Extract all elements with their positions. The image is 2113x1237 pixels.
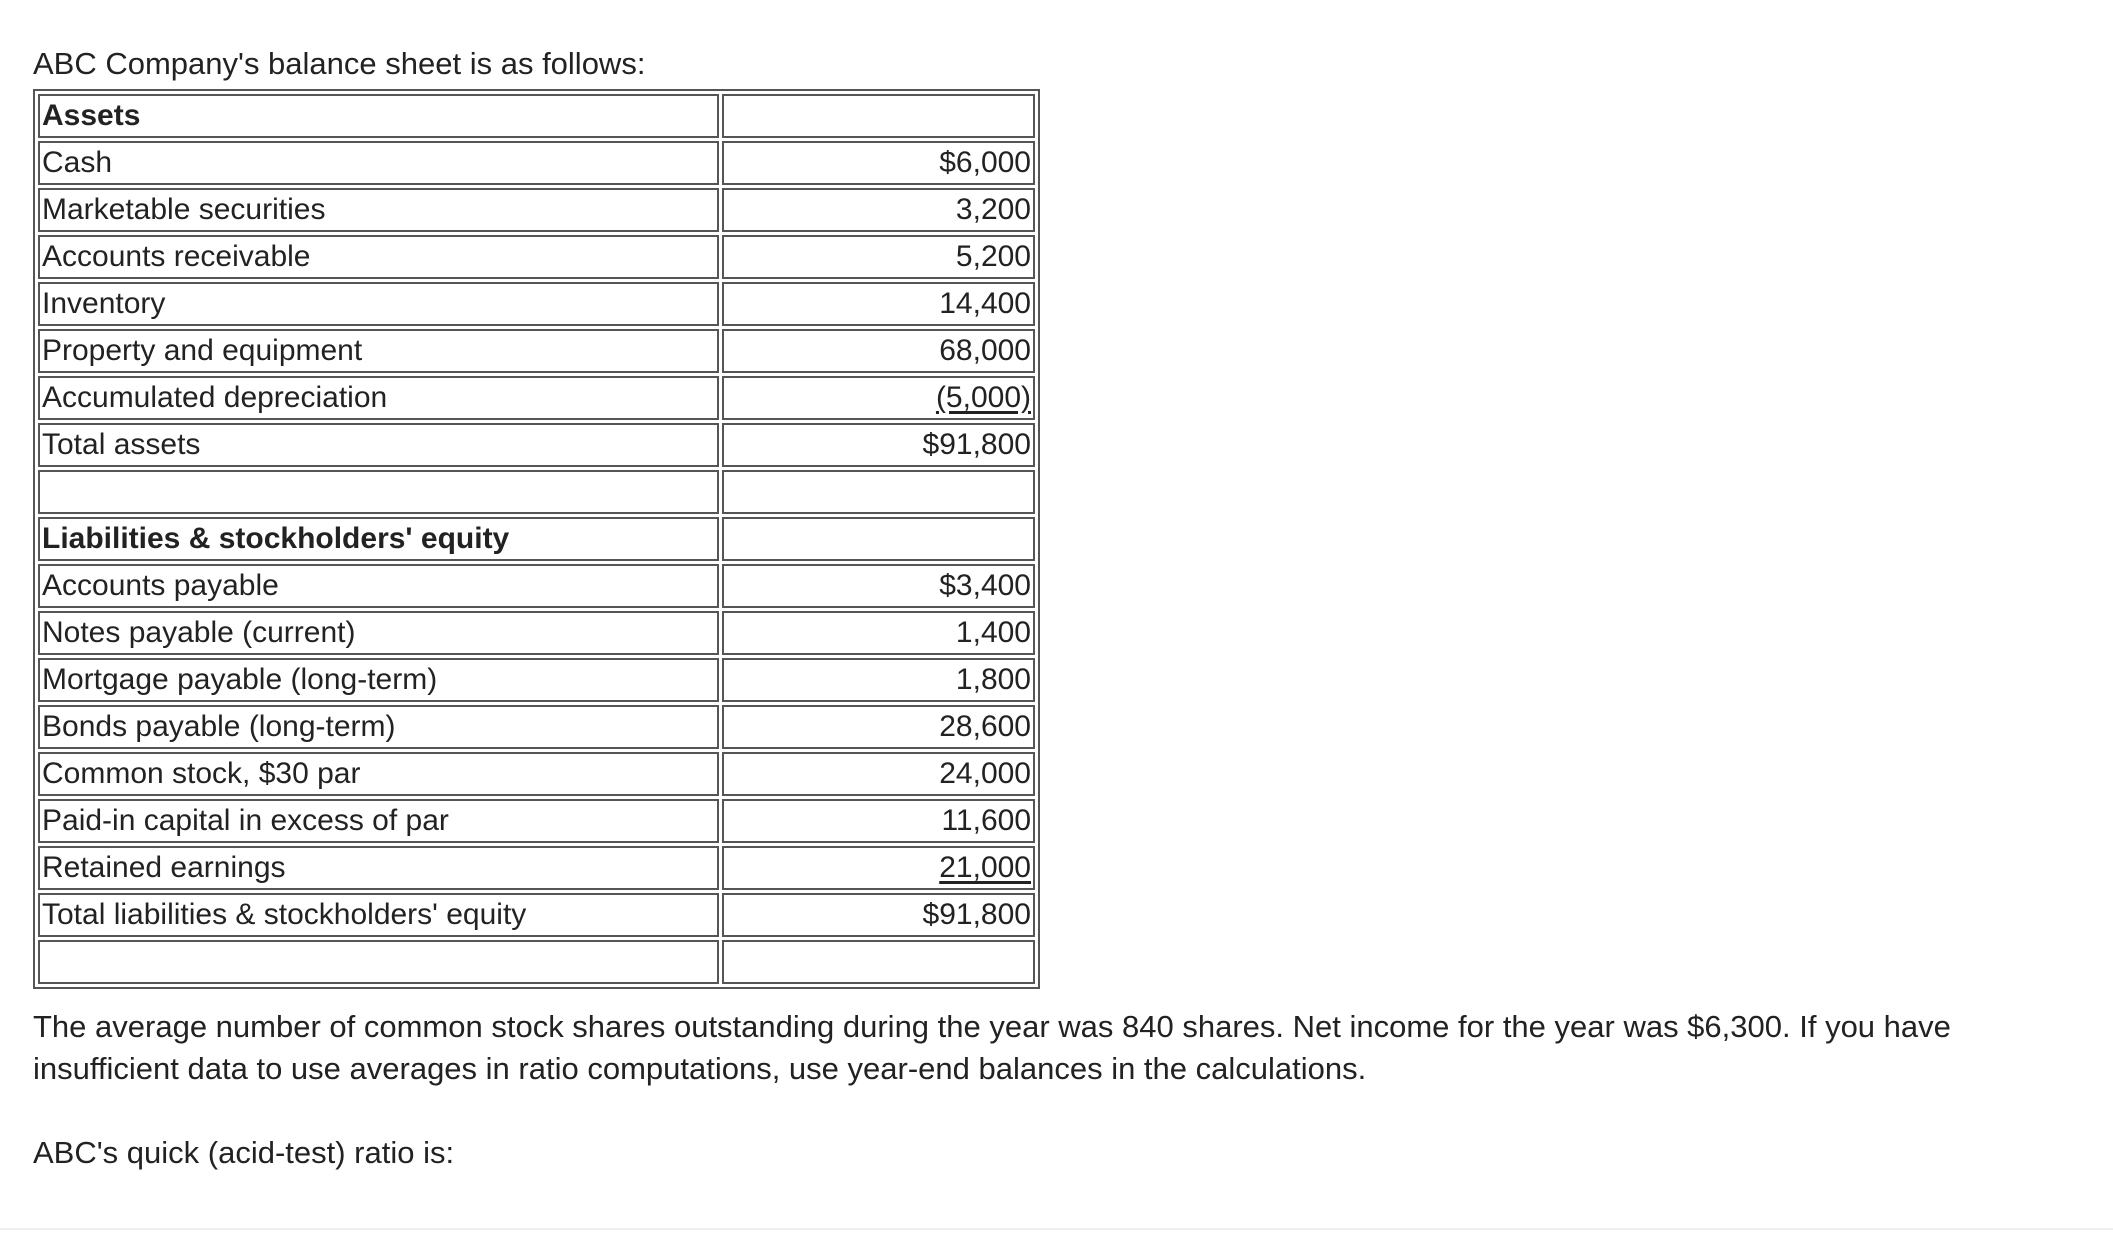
table-row	[38, 94, 1035, 138]
table-row	[38, 940, 1035, 984]
problem-note: The average number of common stock shares outstanding during the year was 840 shares. Net income for the year was $6,300. If you have insufficient data to use averages in ratio computations, use year-end balances in the calculations.	[33, 1009, 1951, 1086]
table-row	[38, 752, 1035, 796]
table-row	[38, 658, 1035, 702]
intro-text: ABC Company's balance sheet is as follows:	[33, 46, 646, 81]
underlined-amount: 21,000	[939, 851, 1031, 884]
row-label: Total liabilities & stockholders' equity	[38, 893, 719, 937]
row-amount	[722, 376, 1035, 420]
row-label: Accumulated depreciation	[38, 376, 719, 420]
question-text: ABC's quick (acid-test) ratio is:	[33, 1135, 455, 1170]
table-row	[38, 611, 1035, 655]
row-amount: 1,400	[722, 611, 1035, 655]
row-amount: 68,000	[722, 329, 1035, 373]
table-row	[38, 517, 1035, 561]
table-row	[38, 705, 1035, 749]
table-row	[38, 329, 1035, 373]
table-row	[38, 799, 1035, 843]
table-row	[38, 282, 1035, 326]
row-label: Bonds payable (long-term)	[38, 705, 719, 749]
row-label: Common stock, $30 par	[38, 752, 719, 796]
row-amount: 28,600	[722, 705, 1035, 749]
row-label: Inventory	[38, 282, 719, 326]
assets-heading: Assets	[38, 94, 719, 138]
table-row	[38, 376, 1035, 420]
table-row	[38, 470, 1035, 514]
row-amount	[722, 846, 1035, 890]
table-row	[38, 235, 1035, 279]
table-row	[38, 893, 1035, 937]
row-label: Paid-in capital in excess of par	[38, 799, 719, 843]
row-amount: 3,200	[722, 188, 1035, 232]
row-amount: 24,000	[722, 752, 1035, 796]
row-label: Mortgage payable (long-term)	[38, 658, 719, 702]
row-label: Cash	[38, 141, 719, 185]
table-row	[38, 423, 1035, 467]
liabilities-heading: Liabilities & stockholders' equity	[38, 517, 719, 561]
empty-cell	[38, 940, 719, 984]
table-row	[38, 564, 1035, 608]
row-amount: $91,800	[722, 893, 1035, 937]
row-amount: 5,200	[722, 235, 1035, 279]
row-amount: 11,600	[722, 799, 1035, 843]
row-amount: $91,800	[722, 423, 1035, 467]
row-label: Accounts receivable	[38, 235, 719, 279]
row-label: Total assets	[38, 423, 719, 467]
table-row	[38, 188, 1035, 232]
row-amount: $3,400	[722, 564, 1035, 608]
row-label: Marketable securities	[38, 188, 719, 232]
row-amount: $6,000	[722, 141, 1035, 185]
row-label: Accounts payable	[38, 564, 719, 608]
empty-cell	[38, 470, 719, 514]
row-amount: 14,400	[722, 282, 1035, 326]
empty-cell	[722, 94, 1035, 138]
empty-cell	[722, 517, 1035, 561]
underlined-amount: (5,000)	[935, 381, 1031, 414]
row-label: Property and equipment	[38, 329, 719, 373]
empty-cell	[722, 940, 1035, 984]
balance-sheet-table	[33, 89, 1040, 989]
bottom-divider	[0, 1228, 2113, 1230]
table-row	[38, 141, 1035, 185]
row-amount: 1,800	[722, 658, 1035, 702]
row-label: Retained earnings	[38, 846, 719, 890]
empty-cell	[722, 470, 1035, 514]
row-label: Notes payable (current)	[38, 611, 719, 655]
table-row	[38, 846, 1035, 890]
